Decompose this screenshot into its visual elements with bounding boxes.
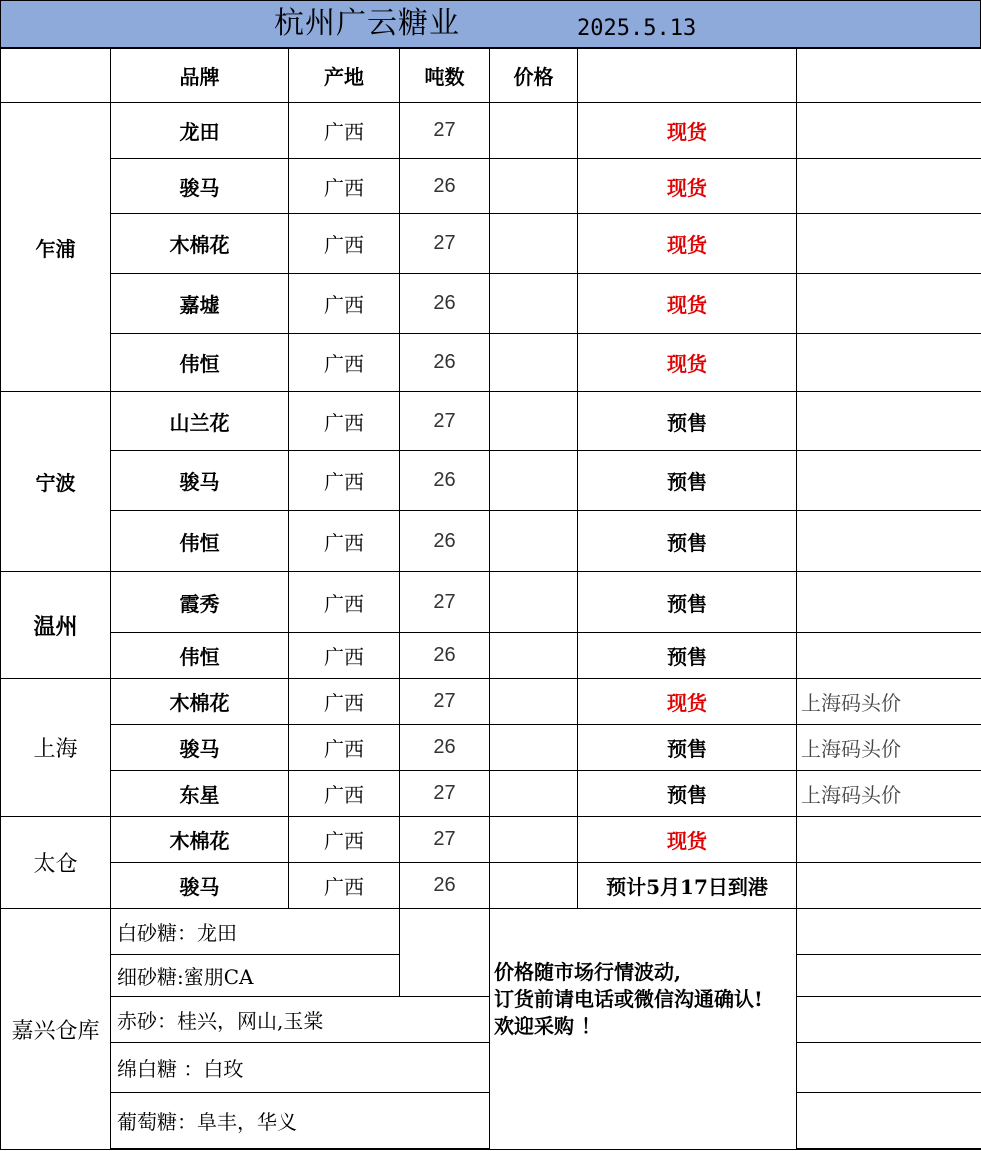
origin-cell: 广西 — [289, 725, 400, 771]
header-price: 价格 — [490, 49, 578, 103]
table-row — [1, 817, 981, 863]
region-cell: 上海 — [1, 679, 111, 817]
status-cell: 现货 — [578, 103, 797, 159]
header-origin: 产地 — [289, 49, 400, 103]
blank-cell — [111, 1149, 490, 1150]
tons-cell: 26 — [400, 274, 490, 334]
note-cell — [797, 633, 981, 679]
table-row — [1, 771, 981, 817]
note-cell — [797, 274, 981, 334]
price-cell — [490, 159, 578, 214]
table-row — [1, 274, 981, 334]
status-cell: 预售 — [578, 511, 797, 572]
brand-cell: 木棉花 — [111, 679, 289, 725]
product-cell: 葡萄糖：阜丰，华义 — [111, 1093, 490, 1149]
notice-line: 订货前请电话或微信沟通确认! — [494, 987, 763, 1011]
origin-cell: 广西 — [289, 392, 400, 451]
note-cell — [797, 511, 981, 572]
price-cell — [490, 451, 578, 511]
status-cell: 预售 — [578, 725, 797, 771]
header-brand: 品牌 — [111, 49, 289, 103]
brand-cell: 木棉花 — [111, 817, 289, 863]
company-title: 杭州广云糖业 — [274, 6, 460, 41]
table-row — [1, 633, 981, 679]
price-cell — [490, 633, 578, 679]
tons-cell: 27 — [400, 214, 490, 274]
brand-cell: 东星 — [111, 771, 289, 817]
origin-cell: 广西 — [289, 334, 400, 392]
status-cell: 预售 — [578, 392, 797, 451]
origin-cell: 广西 — [289, 863, 400, 909]
brand-cell: 嘉墟 — [111, 274, 289, 334]
notice-line: 欢迎采购 ！ — [494, 1014, 601, 1038]
brand-cell: 山兰花 — [111, 392, 289, 451]
status-cell: 现货 — [578, 679, 797, 725]
brand-cell: 木棉花 — [111, 214, 289, 274]
notice-cell — [490, 909, 797, 1150]
status-cell: 现货 — [578, 817, 797, 863]
tons-cell: 27 — [400, 572, 490, 633]
product-cell: 白砂糖：龙田 — [111, 909, 400, 955]
note-cell — [797, 214, 981, 274]
price-cell — [490, 817, 578, 863]
tons-cell: 27 — [400, 771, 490, 817]
status-cell: 预售 — [578, 771, 797, 817]
price-cell — [490, 863, 578, 909]
table-row — [1, 103, 981, 159]
origin-cell: 广西 — [289, 103, 400, 159]
header-blank — [1, 49, 111, 103]
status-cell: 预售 — [578, 633, 797, 679]
table-row — [1, 572, 981, 633]
price-cell — [490, 334, 578, 392]
blank-cell — [797, 1149, 981, 1150]
product-cell: 细砂糖:蜜朋CA — [111, 955, 400, 997]
note-cell — [797, 392, 981, 451]
tons-cell: 27 — [400, 817, 490, 863]
product-cell: 绵白糖 ：白玫 — [111, 1043, 490, 1093]
region-cell: 太仓 — [1, 817, 111, 909]
note-cell: 上海码头价 — [797, 771, 981, 817]
notice-line: 价格随市场行情波动, — [494, 960, 681, 984]
status-cell: 预售 — [578, 451, 797, 511]
warehouse-row — [1, 909, 981, 955]
blank-cell — [797, 909, 981, 955]
price-cell — [490, 274, 578, 334]
blank-cell — [797, 1043, 981, 1093]
origin-cell: 广西 — [289, 511, 400, 572]
origin-cell: 广西 — [289, 274, 400, 334]
note-cell: 上海码头价 — [797, 679, 981, 725]
brand-cell: 伟恒 — [111, 633, 289, 679]
status-cell: 现货 — [578, 159, 797, 214]
tons-cell: 26 — [400, 633, 490, 679]
table-row — [1, 392, 981, 451]
tons-cell: 26 — [400, 725, 490, 771]
table-row — [1, 725, 981, 771]
origin-cell: 广西 — [289, 771, 400, 817]
origin-cell: 广西 — [289, 633, 400, 679]
table-row — [1, 863, 981, 909]
product-cell: 赤砂：桂兴，网山,玉棠 — [111, 997, 490, 1043]
tons-cell: 27 — [400, 103, 490, 159]
table-row — [1, 451, 981, 511]
tons-cell: 26 — [400, 863, 490, 909]
price-cell — [490, 725, 578, 771]
table-row — [1, 159, 981, 214]
tons-cell: 26 — [400, 511, 490, 572]
note-cell — [797, 159, 981, 214]
price-cell — [490, 511, 578, 572]
sheet-date: 2025.5.13 — [577, 16, 697, 41]
note-cell — [797, 451, 981, 511]
brand-cell: 骏马 — [111, 159, 289, 214]
brand-cell: 霞秀 — [111, 572, 289, 633]
header-note-blank — [797, 49, 981, 103]
table-row — [1, 511, 981, 572]
tons-cell: 26 — [400, 334, 490, 392]
price-cell — [490, 392, 578, 451]
origin-cell: 广西 — [289, 572, 400, 633]
blank-cell — [797, 997, 981, 1043]
brand-cell: 骏马 — [111, 451, 289, 511]
blank-cell — [797, 955, 981, 997]
brand-cell: 龙田 — [111, 103, 289, 159]
status-cell: 现货 — [578, 274, 797, 334]
status-cell: 现货 — [578, 334, 797, 392]
origin-cell: 广西 — [289, 679, 400, 725]
note-cell: 上海码头价 — [797, 725, 981, 771]
origin-cell: 广西 — [289, 817, 400, 863]
tons-cell: 26 — [400, 159, 490, 214]
title-bar — [0, 0, 981, 48]
header-tons: 吨数 — [400, 49, 490, 103]
brand-cell: 伟恒 — [111, 334, 289, 392]
region-cell: 宁波 — [1, 392, 111, 572]
header-status-blank — [578, 49, 797, 103]
origin-cell: 广西 — [289, 451, 400, 511]
note-cell — [797, 863, 981, 909]
header-row — [1, 49, 981, 103]
blank-cell — [797, 1093, 981, 1149]
brand-cell: 骏马 — [111, 863, 289, 909]
table-row — [1, 679, 981, 725]
origin-cell: 广西 — [289, 159, 400, 214]
note-cell — [797, 817, 981, 863]
note-cell — [797, 572, 981, 633]
price-cell — [490, 214, 578, 274]
region-cell: 温州 — [1, 572, 111, 679]
note-cell — [797, 103, 981, 159]
tons-cell: 27 — [400, 679, 490, 725]
brand-cell: 伟恒 — [111, 511, 289, 572]
price-table — [0, 48, 981, 1150]
region-cell: 乍浦 — [1, 103, 111, 392]
note-cell — [797, 334, 981, 392]
status-cell: 现货 — [578, 214, 797, 274]
status-cell: 预售 — [578, 572, 797, 633]
warehouse-region-cell: 嘉兴仓库 — [1, 909, 111, 1150]
tons-cell: 26 — [400, 451, 490, 511]
price-cell — [490, 103, 578, 159]
blank-cell — [400, 909, 490, 997]
status-cell: 预计5月17日到港 — [578, 863, 797, 909]
tons-cell: 27 — [400, 392, 490, 451]
price-cell — [490, 679, 578, 725]
origin-cell: 广西 — [289, 214, 400, 274]
brand-cell: 骏马 — [111, 725, 289, 771]
table-row — [1, 334, 981, 392]
price-cell — [490, 771, 578, 817]
price-cell — [490, 572, 578, 633]
table-row — [1, 214, 981, 274]
